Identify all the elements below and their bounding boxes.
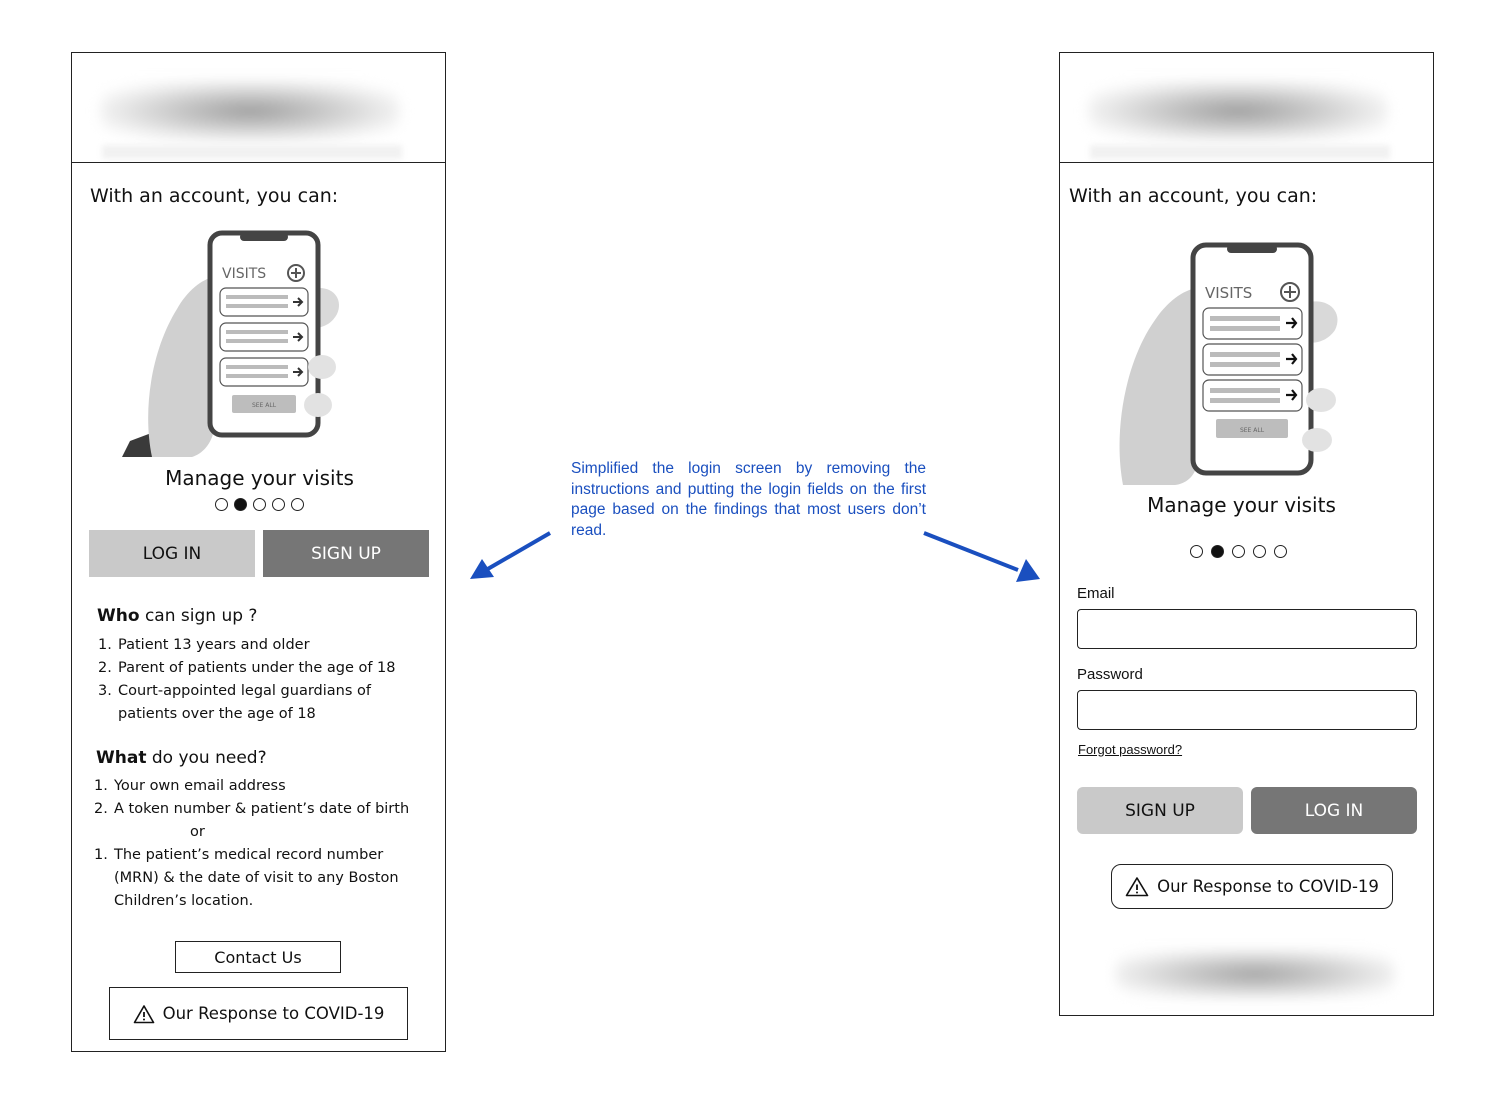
new-login-screen <box>1059 52 1434 1016</box>
who-list <box>98 634 428 726</box>
signup-button[interactable]: SIGN UP <box>263 530 429 577</box>
covid-response-button[interactable] <box>109 987 408 1040</box>
intro-text: With an account, you can: <box>90 185 339 207</box>
blurred-logo <box>1088 81 1388 141</box>
login-button[interactable]: LOG IN <box>89 530 255 577</box>
who-heading: Who can sign up ? <box>97 606 258 626</box>
blurred-header <box>72 53 445 163</box>
carousel-dot[interactable] <box>253 498 266 511</box>
list-item: 2. A token number & patient’s date of birth <box>94 801 410 817</box>
phone-in-hand-illustration <box>1105 242 1345 485</box>
forgot-password-link[interactable]: Forgot password? <box>1078 742 1183 757</box>
carousel-dots <box>1190 545 1287 558</box>
email-field[interactable] <box>1077 609 1417 649</box>
list-item: 3. Court-appointed legal guardians of patients over the age of 18 <box>98 683 371 722</box>
signup-button[interactable]: SIGN UP <box>1077 787 1243 834</box>
blurred-strip <box>102 145 402 159</box>
list-item: 2. Parent of patients under the age of 18 <box>98 660 396 676</box>
blurred-footer-logo <box>1115 950 1395 998</box>
blurred-strip <box>1090 145 1390 159</box>
or-separator: or <box>190 824 205 840</box>
arrow-right-icon <box>918 525 1048 587</box>
what-heading: What do you need? <box>96 748 267 768</box>
email-label: Email <box>1077 585 1115 602</box>
warning-icon <box>1125 876 1149 897</box>
slide-caption: Manage your visits <box>1147 493 1336 517</box>
password-label: Password <box>1077 666 1143 683</box>
design-annotation: Simplified the login screen by removing the instructions and putting the login fields on the first page based on the findings that most users don’t read. <box>571 460 926 539</box>
password-field[interactable] <box>1077 690 1417 730</box>
carousel-dot[interactable] <box>291 498 304 511</box>
blurred-logo <box>100 81 400 141</box>
slide-caption: Manage your visits <box>165 466 354 490</box>
old-login-screen <box>71 52 446 1052</box>
svg-text:SEE ALL: SEE ALL <box>251 402 277 409</box>
login-button[interactable]: LOG IN <box>1251 787 1417 834</box>
svg-text:VISITS: VISITS <box>222 266 267 282</box>
intro-text: With an account, you can: <box>1069 185 1318 207</box>
carousel-dot[interactable] <box>1253 545 1266 558</box>
blurred-header <box>1060 53 1433 163</box>
carousel-dot-active[interactable] <box>234 498 247 511</box>
svg-text:SEE ALL: SEE ALL <box>1239 427 1265 434</box>
carousel-dot[interactable] <box>1190 545 1203 558</box>
covid-response-label: Our Response to COVID-19 <box>1157 877 1379 896</box>
list-item: 1. The patient’s medical record number (MRN) & the date of visit to any Boston Children’s location. <box>94 847 399 909</box>
list-item: 1. Patient 13 years and older <box>98 637 310 653</box>
blurred-footer <box>1105 938 1405 1013</box>
phone-in-hand-illustration <box>122 229 352 459</box>
carousel-dot[interactable] <box>1232 545 1245 558</box>
carousel-dot[interactable] <box>215 498 228 511</box>
what-list <box>94 775 424 913</box>
covid-response-label: Our Response to COVID-19 <box>162 1004 385 1023</box>
carousel-dot[interactable] <box>1274 545 1287 558</box>
contact-us-button[interactable]: Contact Us <box>175 941 341 973</box>
arrow-left-icon <box>460 525 560 587</box>
warning-icon <box>133 1004 155 1024</box>
carousel-dot-active[interactable] <box>1211 545 1224 558</box>
svg-text:VISITS: VISITS <box>1205 284 1253 302</box>
covid-response-button[interactable] <box>1111 864 1393 909</box>
list-item: 1. Your own email address <box>94 778 286 794</box>
carousel-dot[interactable] <box>272 498 285 511</box>
carousel-dots <box>215 498 304 511</box>
